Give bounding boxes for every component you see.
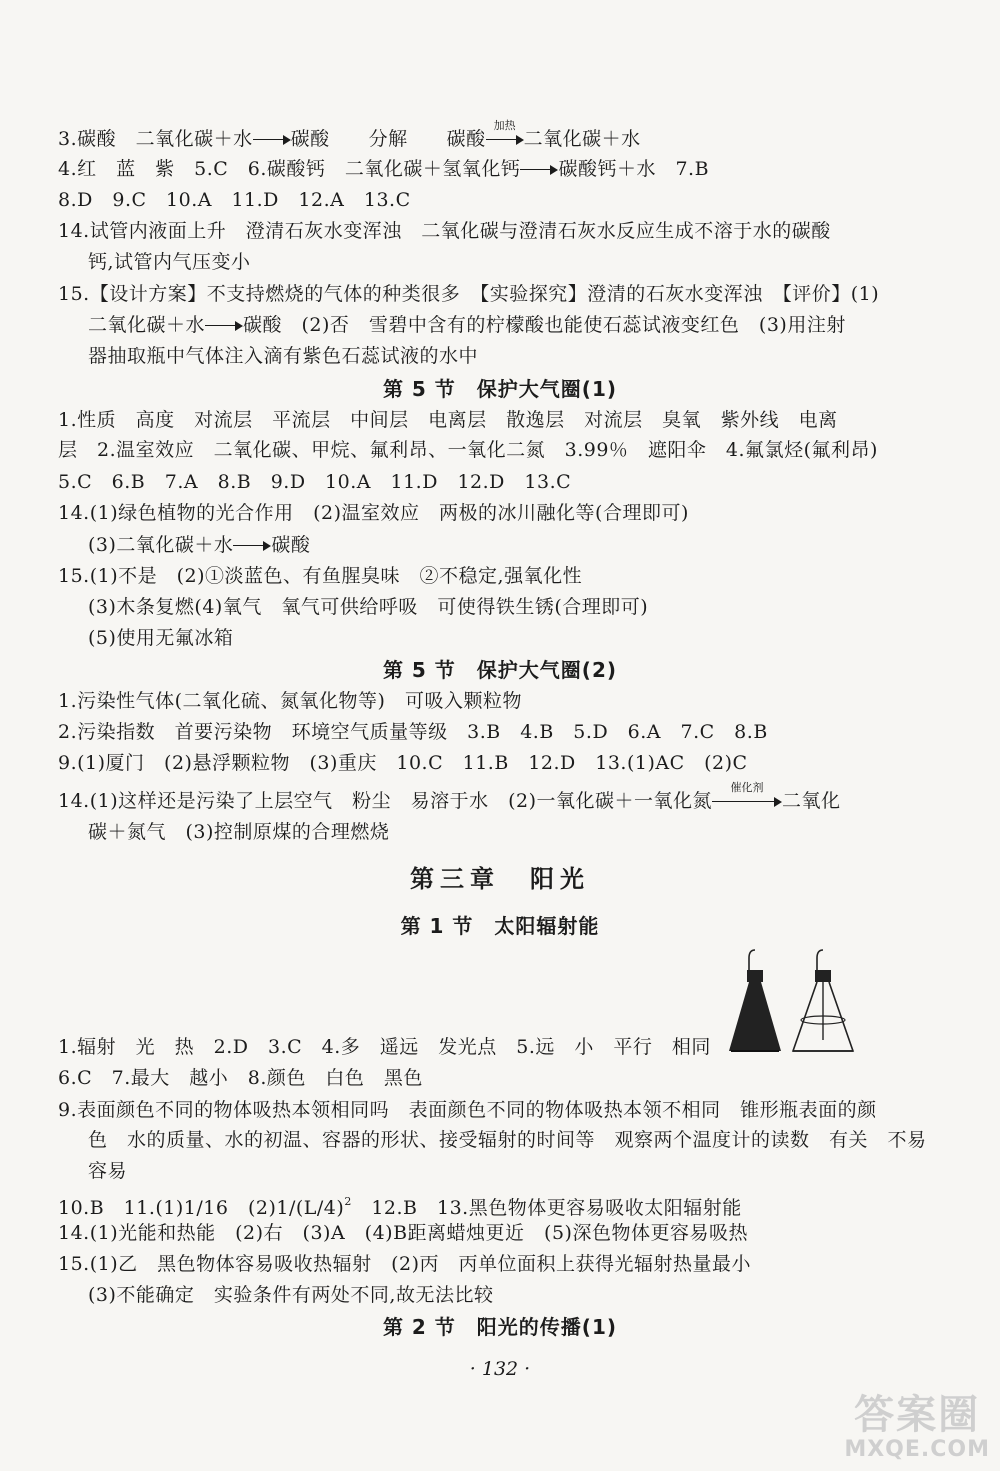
reaction-arrow <box>520 164 558 176</box>
flask-experiment-illustration <box>725 948 860 1053</box>
reaction-arrow-heating: 加热 <box>486 134 524 146</box>
site-watermark: 答案圈 MXQE.COM <box>844 1392 990 1462</box>
answer-line: 层 2.温室效应 二氧化碳、甲烷、氟利昂、一氧化二氮 3.99％ 遮阳伞 4.氟氯烃(氟利昂) <box>58 439 878 461</box>
answer-line: 14.(1)这样还是污染了上层空气 粉尘 易溶于水 (2)一氧化碳＋一氧化氮 催化剂 二氧化 <box>58 781 841 812</box>
answer-line: 碳＋氮气 (3)控制原煤的合理燃烧 <box>88 821 390 843</box>
answer-line: (3)木条复燃(4)氧气 氧气可供给呼吸 可使得铁生锈(合理即可) <box>88 596 649 618</box>
answer-line: 1.性质 高度 对流层 平流层 中间层 电离层 散逸层 对流层 臭氧 紫外线 电离 <box>58 409 838 431</box>
reaction-arrow <box>205 320 243 332</box>
answer-line: 钙,试管内气压变小 <box>88 251 251 273</box>
answer-line: 9.表面颜色不同的物体吸热本领相同吗 表面颜色不同的物体吸热本领不相同 锥形瓶表面的颜 <box>58 1099 877 1121</box>
answer-line: 8.D 9.C 10.A 11.D 12.A 13.C <box>58 189 411 211</box>
black-flask-icon <box>729 950 781 1051</box>
answer-line: 色 水的质量、水的初温、容器的形状、接受辐射的时间等 观察两个温度计的读数 有关 不易 <box>88 1129 927 1151</box>
answer-line: 14.(1)光能和热能 (2)右 (3)A (4)B距离蜡烛更近 (5)深色物体更容易吸热 <box>58 1222 748 1244</box>
answer-line: 二氧化碳＋水 碳酸 (2)否 雪碧中含有的柠檬酸也能使石蕊试液变红色 (3)用注射 <box>88 314 846 336</box>
answer-line: (3)不能确定 实验条件有两处不同,故无法比较 <box>88 1284 494 1306</box>
answer-line: 15.(1)不是 (2)①淡蓝色、有鱼腥臭味 ②不稳定,强氧化性 <box>58 565 583 587</box>
answer-line: 1.污染性气体(二氧化硫、氮氧化物等) 可吸入颗粒物 <box>58 690 522 712</box>
answer-line: 5.C 6.B 7.A 8.B 9.D 10.A 11.D 12.D 13.C <box>58 471 572 493</box>
answer-line: 器抽取瓶中气体注入滴有紫色石蕊试液的水中 <box>88 345 479 367</box>
reaction-arrow <box>233 540 271 552</box>
page-number: · 132 · <box>469 1358 531 1380</box>
answer-line: 3.碳酸 二氧化碳＋水 碳酸 分解 碳酸 加热 二氧化碳＋水 <box>58 119 641 150</box>
answer-line: 15.【设计方案】不支持燃烧的气体的种类很多 【实验探究】澄清的石灰水变浑浊 【评价】(1) <box>58 283 880 305</box>
answer-line: 14.试管内液面上升 澄清石灰水变浑浊 二氧化碳与澄清石灰水反应生成不溶于水的碳酸 <box>58 220 831 242</box>
answer-line: 15.(1)乙 黑色物体容易吸收热辐射 (2)丙 丙单位面积上获得光辐射热量最小 <box>58 1253 752 1275</box>
reaction-arrow <box>253 134 291 146</box>
answer-line: 容易 <box>88 1160 128 1182</box>
answer-line: 2.污染指数 首要污染物 环境空气质量等级 3.B 4.B 5.D 6.A 7.C 8.B <box>58 721 768 743</box>
section-heading: 第 1 节 太阳辐射能 <box>400 914 600 938</box>
section-heading: 第 2 节 阳光的传播(1) <box>382 1315 618 1339</box>
clear-flask-icon <box>793 950 853 1051</box>
answer-line: 6.C 7.最大 越小 8.颜色 白色 黑色 <box>58 1067 423 1089</box>
section-heading: 第 5 节 保护大气圈(2) <box>382 658 618 682</box>
chapter-title: 第三章 阳光 <box>410 865 590 893</box>
reaction-arrow-catalyst: 催化剂 <box>712 796 782 808</box>
answer-line: (5)使用无氟冰箱 <box>88 627 234 649</box>
answer-line: 9.(1)厦门 (2)悬浮颗粒物 (3)重庆 10.C 11.B 12.D 13.(1)AC (2)C <box>58 752 748 774</box>
answer-line: 14.(1)绿色植物的光合作用 (2)温室效应 两极的冰川融化等(合理即可) <box>58 502 689 524</box>
answer-line: 10.B 11.(1)1/16 $(2)1/(L/4)^2$ 12.B 13.黑色物体更容易吸收太阳辐射能 <box>58 1195 742 1219</box>
section-heading: 第 5 节 保护大气圈(1) <box>382 377 618 401</box>
answer-line: 1.辐射 光 热 2.D 3.C 4.多 遥远 发光点 5.远 小 平行 相同 <box>58 1036 711 1058</box>
answer-line: 4.红 蓝 紫 5.C 6.碳酸钙 二氧化碳＋氢氧化钙 碳酸钙＋水 7.B <box>58 158 710 180</box>
answer-line: (3)二氧化碳＋水 碳酸 <box>88 534 311 556</box>
